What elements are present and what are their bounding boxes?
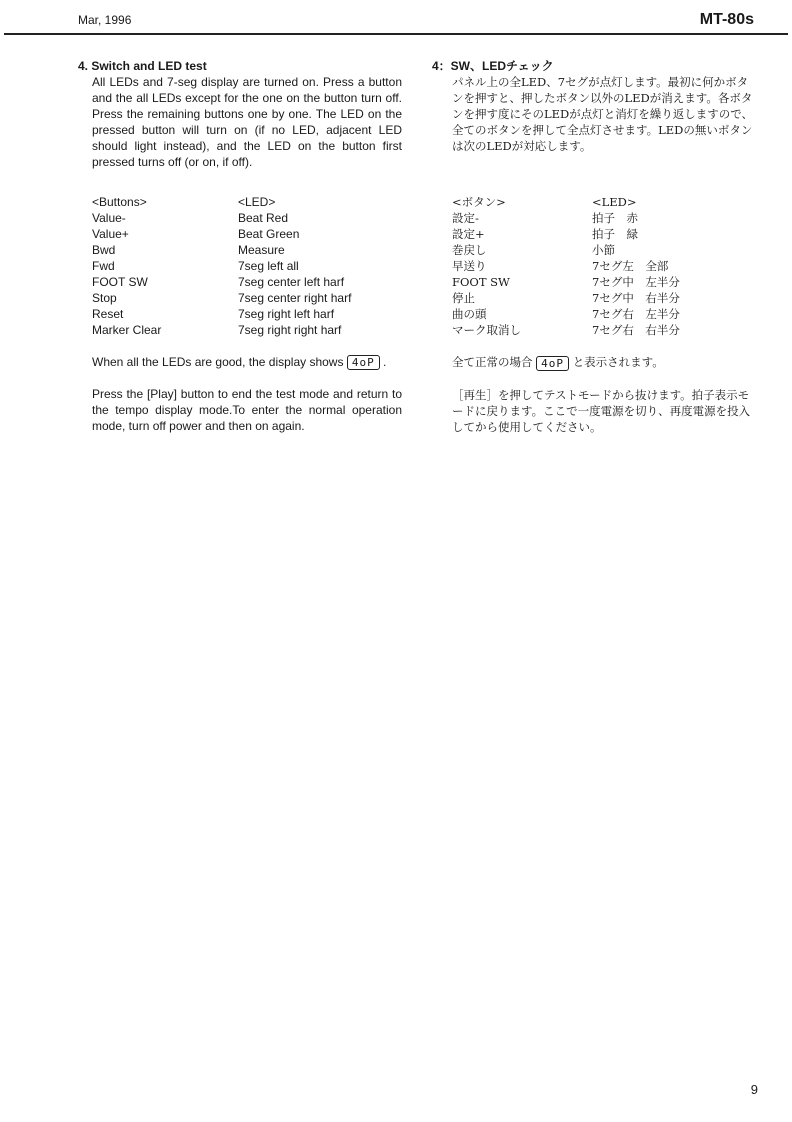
good-display-line-ja: [452, 354, 756, 371]
table-row: [452, 290, 680, 306]
page-number: 9: [750, 1082, 758, 1097]
header-date: Mar, 1996: [78, 13, 132, 27]
section-title-ja: 4：SW、LEDチェック: [432, 59, 554, 73]
button-cell: Stop: [92, 291, 117, 305]
table-header: <LED>: [592, 195, 637, 209]
good-display-text: 全て正常の場合: [452, 355, 533, 369]
table-row: [92, 210, 351, 226]
good-display-end: と表示されます。: [572, 355, 664, 369]
table-row: [92, 274, 351, 290]
header-model: MT-80s: [699, 11, 754, 28]
table-header-row: [452, 194, 680, 210]
button-cell: 巻戻し: [452, 243, 487, 257]
table-row: [452, 258, 680, 274]
button-cell: 早送り: [452, 259, 487, 273]
led-cell: 7セグ中 右半分: [592, 291, 680, 305]
button-led-table-en: [92, 194, 351, 338]
table-row: [452, 322, 680, 338]
good-display-line-en: [92, 354, 402, 370]
button-led-table-ja: [452, 194, 680, 338]
table-row: [92, 242, 351, 258]
led-cell: 7seg center right harf: [238, 291, 352, 305]
led-cell: 拍子 赤: [592, 211, 638, 225]
table-header: <ボタン>: [452, 195, 506, 209]
table-row: [452, 274, 680, 290]
button-cell: Value-: [92, 211, 126, 225]
button-cell: 設定-: [452, 211, 479, 225]
table-row: [92, 322, 351, 338]
table-header: <Buttons>: [92, 195, 147, 209]
button-cell: FOOT SW: [452, 275, 510, 289]
button-cell: 設定+: [452, 227, 485, 241]
table-row: [452, 226, 680, 242]
led-cell: Beat Green: [238, 227, 300, 241]
seven-seg-display-icon: 4oP: [536, 356, 569, 371]
led-cell: 7セグ右 右半分: [592, 323, 680, 337]
button-cell: 停止: [452, 291, 475, 305]
led-cell: 7セグ左 全部: [592, 259, 669, 273]
led-cell: 7seg right right harf: [238, 323, 342, 337]
intro-paragraph-ja: パネル上の全LED、7セグが点灯します。最初に何かボタンを押すと、押したボタン以外のLEDが消えます。各ボタンを押す度にそのLEDが点灯と消灯を繰り返しますので、全てのボタンを押して全点灯させます。LEDの無いボタンは次のLEDが対応します。: [452, 75, 754, 153]
section-title-en: 4. Switch and LED test: [78, 59, 207, 73]
button-cell: マーク取消し: [452, 323, 521, 337]
table-row: [92, 258, 351, 274]
led-cell: Beat Red: [238, 211, 289, 225]
led-cell: 7seg left all: [238, 259, 299, 273]
good-display-text: When all the LEDs are good, the display shows: [92, 355, 344, 369]
header-rule: [4, 33, 788, 35]
led-cell: 7セグ中 左半分: [592, 275, 680, 289]
table-header-row: [92, 194, 351, 210]
led-cell: 7seg center left harf: [238, 275, 345, 289]
table-header: <LED>: [238, 195, 276, 209]
button-cell: FOOT SW: [92, 275, 148, 289]
button-cell: Bwd: [92, 243, 116, 257]
table-row: [452, 210, 680, 226]
led-cell: 小節: [592, 243, 615, 257]
led-cell: 7セグ右 左半分: [592, 307, 680, 321]
table-row: [92, 306, 351, 322]
led-cell: 7seg right left harf: [238, 307, 335, 321]
button-cell: 曲の頭: [452, 307, 487, 321]
intro-paragraph-en: All LEDs and 7-seg display are turned on. Press a button and the all LEDs except for the one on the button turn off. Press the remaining buttons one by one. The LED on the pressed button will turn on (if no LED, adjacent LED should light instead), and the LED on the button first pressed turns off (or on, if off).: [92, 75, 402, 169]
button-cell: Fwd: [92, 259, 115, 273]
table-row: [92, 290, 351, 306]
button-cell: Marker Clear: [92, 323, 162, 337]
button-cell: Value+: [92, 227, 129, 241]
seven-seg-display-icon: 4oP: [347, 355, 380, 370]
table-row: [452, 242, 680, 258]
table-row: [452, 306, 680, 322]
led-cell: Measure: [238, 243, 285, 257]
led-cell: 拍子 緑: [592, 227, 638, 241]
japanese-column: [432, 58, 756, 435]
english-column: [78, 58, 402, 434]
button-cell: Reset: [92, 307, 124, 321]
table-row: [92, 226, 351, 242]
outro-paragraph-en: Press the [Play] button to end the test mode and return to the tempo display mode.To enter the normal operation mode, turn off power and then on again.: [92, 387, 402, 434]
good-display-end: .: [383, 355, 387, 369]
outro-paragraph-ja: ［再生］を押してテストモードから抜けます。拍子表示モードに戻ります。ここで一度電源を切り、再度電源を投入してから使用してください。: [452, 387, 751, 434]
